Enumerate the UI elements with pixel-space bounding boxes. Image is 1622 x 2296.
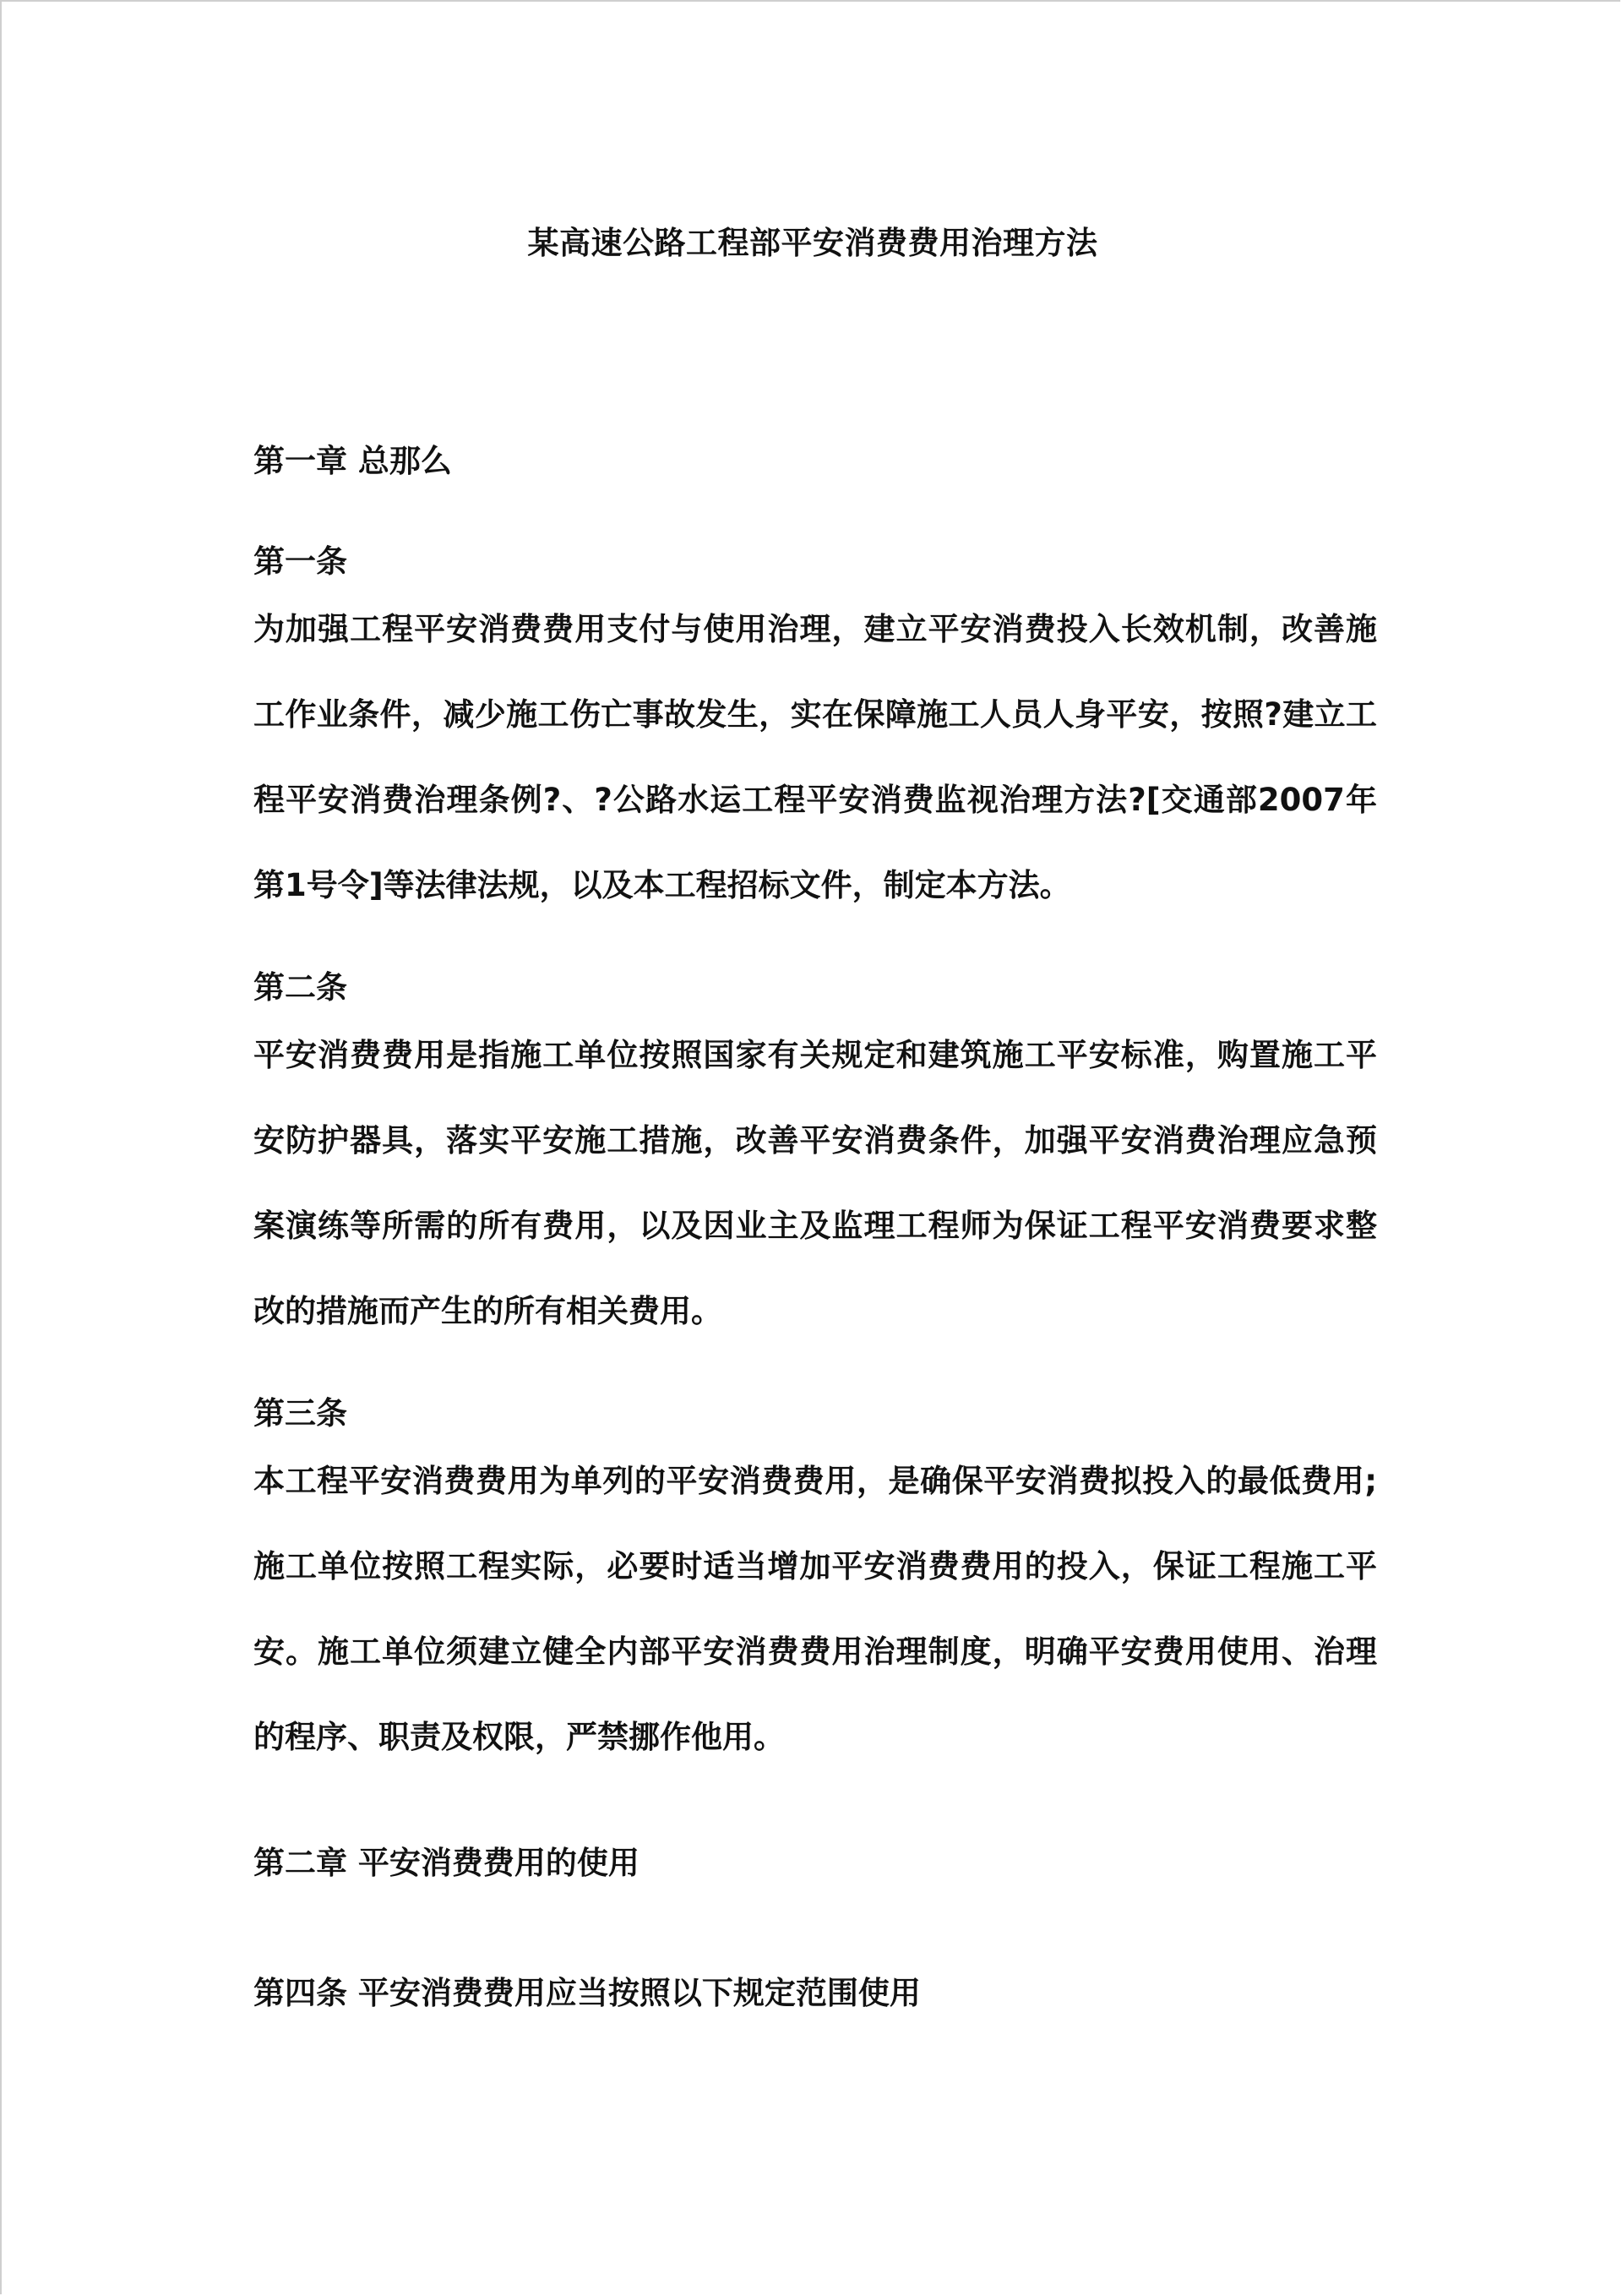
article-2-label: 第二条: [253, 969, 347, 1006]
document-title: 某高速公路工程部平安消费费用治理方法: [527, 225, 1098, 261]
article-1-label: 第一条: [253, 543, 347, 580]
article-3-text: 本工程平安消费费用为单列的平安消费费用，是确保平安消费拟投入的最低费用;施工单位按照工程实际，必要时适当增加平安消费费用的投入，保证工程施工平安。施工单位须建立健全内部平安消费费用治理制度，明确平安费用使用、治理的程序、职责及权限，严禁挪作他用。: [253, 1463, 1377, 1755]
article-3: [253, 1393, 1377, 1780]
article-3-label: 第三条: [253, 1395, 347, 1432]
article-2: [253, 967, 1377, 1354]
chapter-2-heading: 第二章 平安消费费用的使用: [253, 1845, 640, 1881]
article-1: [253, 541, 1377, 928]
chapter-1-heading: 第一章 总那么: [253, 443, 452, 479]
article-2-text: 平安消费费用是指施工单位按照国家有关规定和建筑施工平安标准，购置施工平安防护器具，落实平安施工措施，改善平安消费条件，加强平安消费治理应急预案演练等所需的所有费用，以及因业主及监理工程师为保证工程平安消费要求整改的措施而产生的所有相关费用。: [253, 1037, 1377, 1329]
article-4-heading: 第四条 平安消费费用应当按照以下规定范围使用: [253, 1975, 921, 2011]
article-1-text: 为加强工程平安消费费用支付与使用治理，建立平安消费投入长效机制，改善施工作业条件，减少施工伤亡事故发生，实在保障施工人员人身平安，按照?建立工程平安消费治理条例?、?公路水运工程平安消费监视治理方法?[交通部2007年第1号令]等法律法规，以及本工程招标文件，制定本方法。: [253, 611, 1377, 903]
